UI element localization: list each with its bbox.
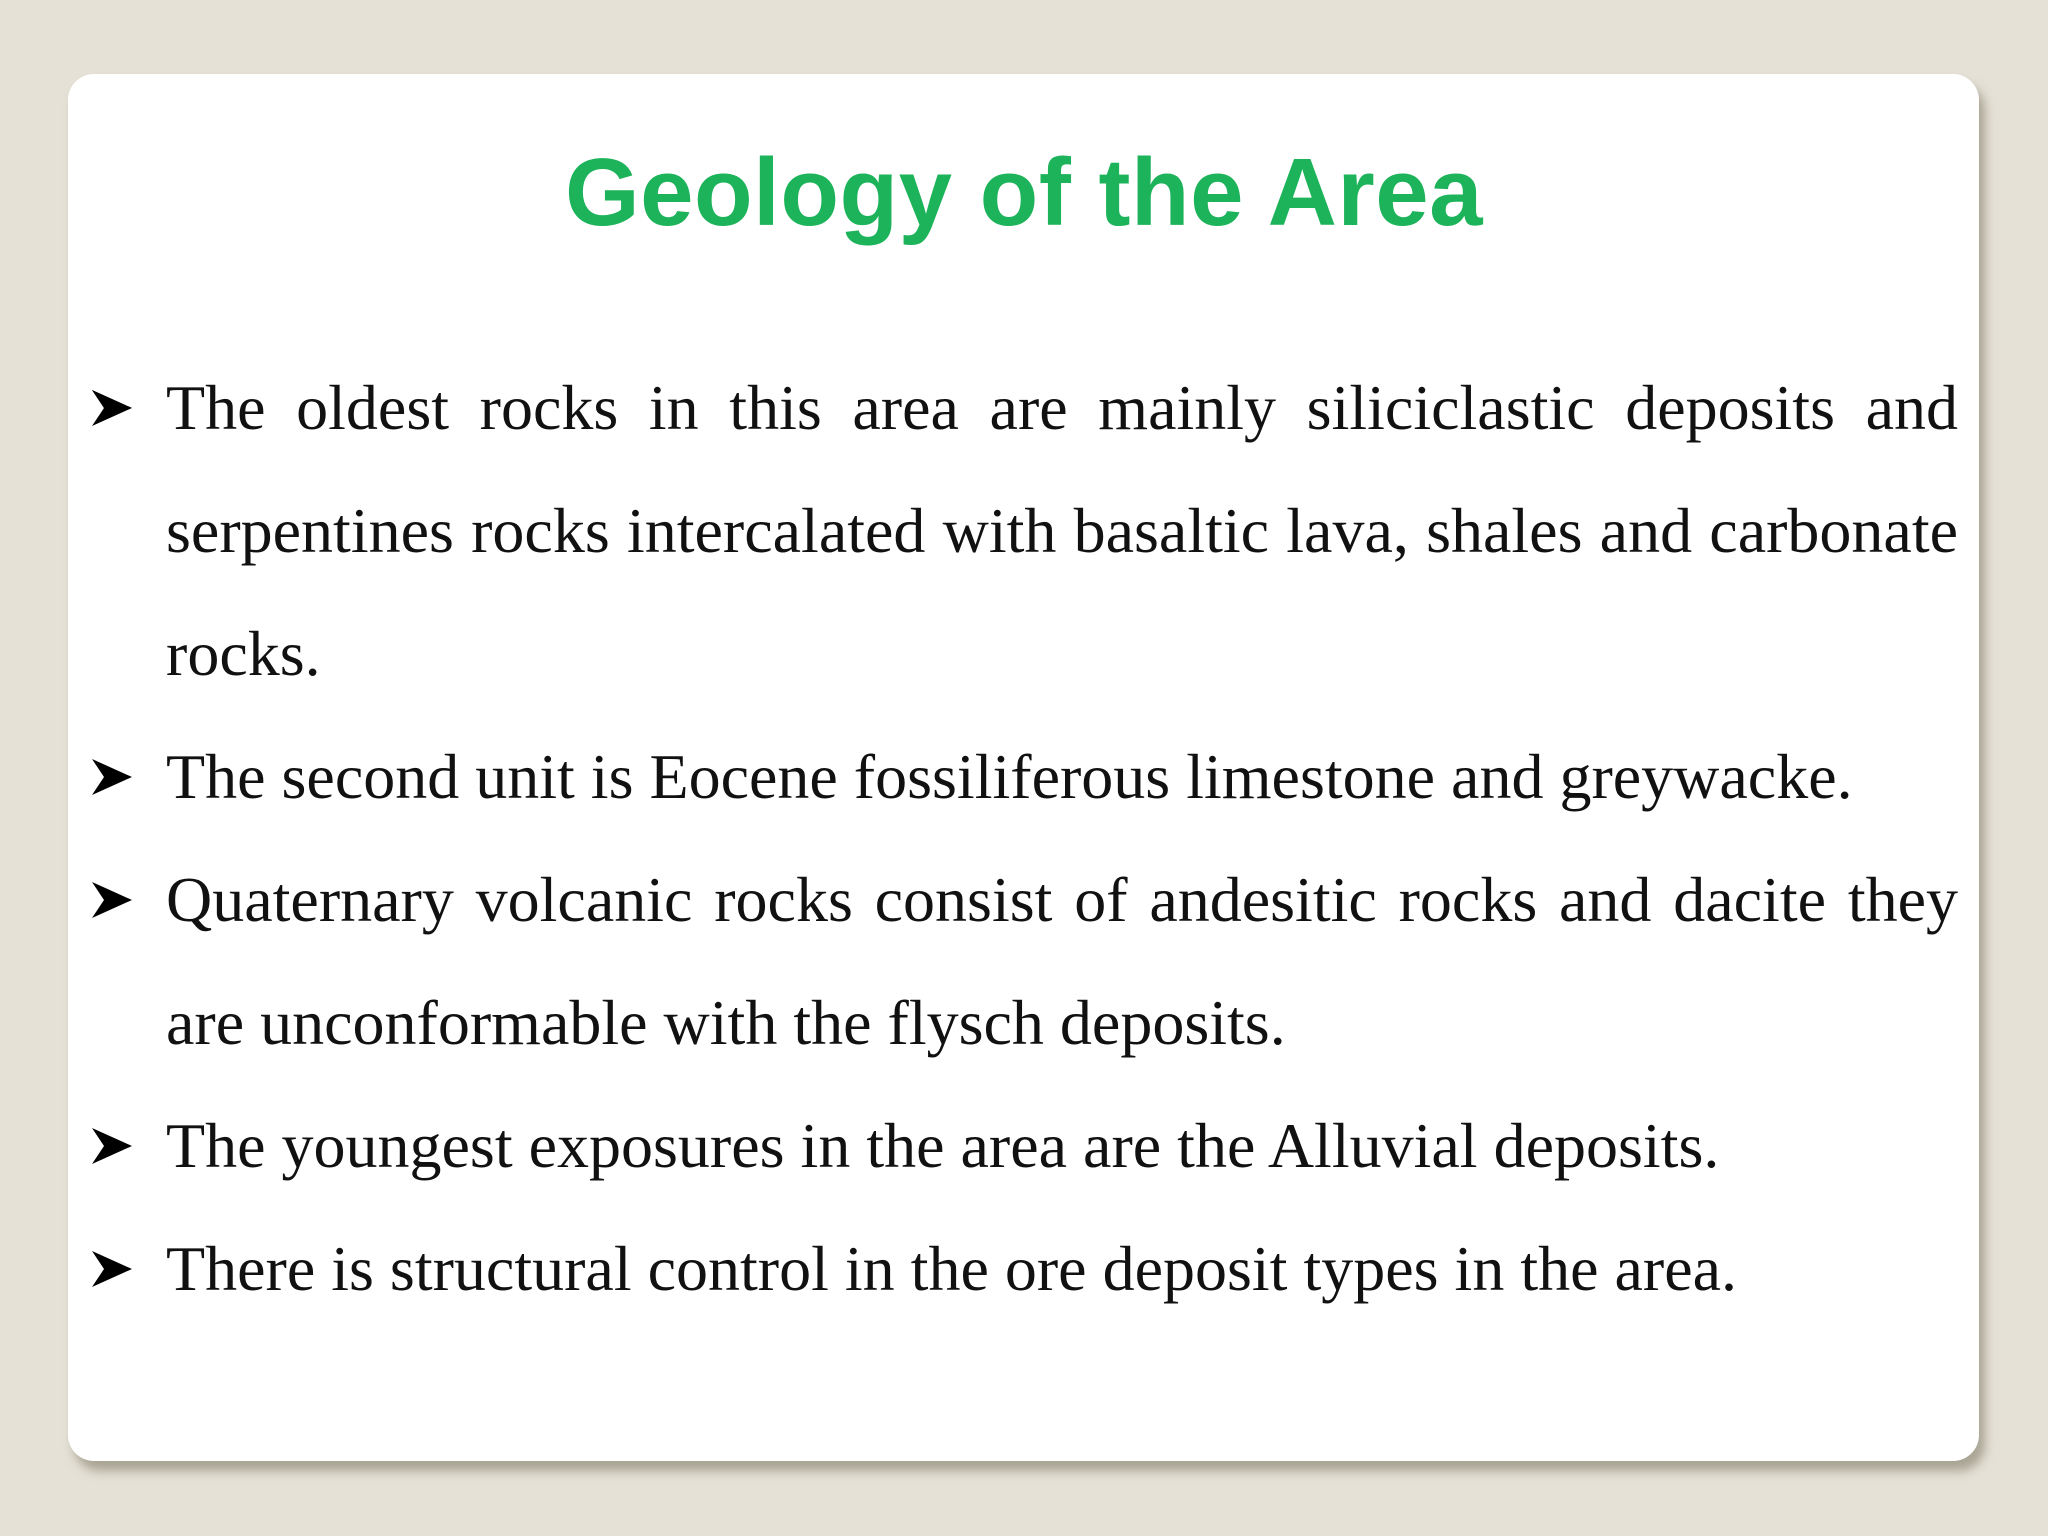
arrowhead-bullet-icon [90,1207,136,1330]
arrowhead-bullet-icon [90,715,136,838]
bullet-item [90,1207,1958,1330]
bullet-item [90,1084,1958,1207]
arrowhead-bullet-icon [90,1084,136,1207]
bullet-item [90,346,1958,715]
arrowhead-bullet-icon [90,838,136,961]
bullet-text: The youngest exposures in the area are the Alluvial deposits. [166,1110,1720,1181]
slide-title: Geology of the Area [564,139,1484,246]
bullet-item [90,838,1958,1084]
bullet-text: Quaternary volcanic rocks consist of andesitic rocks and dacite they are unconformable with the flysch deposits. [166,864,1958,1058]
bullet-text: The second unit is Eocene fossiliferous limestone and greywacke. [166,741,1853,812]
arrowhead-bullet-icon [90,346,136,469]
bullet-text: The oldest rocks in this area are mainly siliciclastic deposits and serpentines rocks intercalated with basaltic lava, shales and carbonate rocks. [166,372,1958,689]
bullet-list [90,346,1958,1330]
bullet-text: There is structural control in the ore deposit types in the area. [166,1233,1738,1304]
bullet-item [90,715,1958,838]
